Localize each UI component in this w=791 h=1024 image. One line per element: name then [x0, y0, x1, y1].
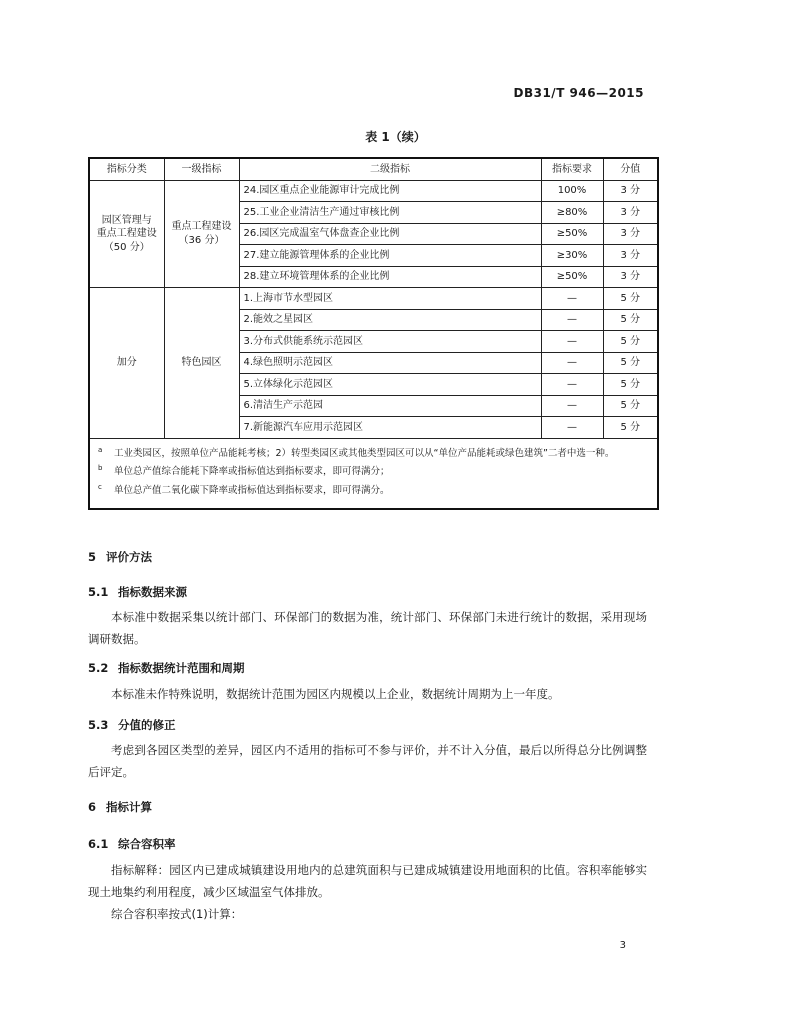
indicator-requirement: ≥80%: [541, 202, 603, 224]
col-header-category: 指标分类: [89, 158, 164, 180]
section-title: 分值的修正: [118, 718, 176, 732]
section-title: 评价方法: [106, 550, 152, 564]
category-cell: 加分: [89, 288, 164, 439]
indicator-requirement: —: [541, 352, 603, 374]
indicator-requirement: ≥50%: [541, 266, 603, 288]
indicator-score: 5 分: [603, 288, 658, 310]
col-header-score: 分值: [603, 158, 658, 180]
section-number: 5.3: [88, 718, 109, 732]
section-heading-5-2: [88, 660, 245, 676]
indicator-score: 3 分: [603, 202, 658, 224]
level1-cell: 特色园区: [164, 288, 239, 439]
indicator-score: 5 分: [603, 309, 658, 331]
indicator-requirement: —: [541, 331, 603, 353]
section-title: 指标数据来源: [118, 585, 187, 599]
indicator-name: 25.工业企业清洁生产通过审核比例: [239, 202, 541, 224]
indicator-name: 5.立体绿化示范园区: [239, 374, 541, 396]
section-6-1-body: 指标解释：园区内已建成城镇建设用地内的总建筑面积与已建成城镇建设用地面积的比值。容积率能够实现土地集约利用程度，减少区域温室气体排放。: [88, 863, 647, 899]
indicator-requirement: —: [541, 374, 603, 396]
indicator-score: 3 分: [603, 245, 658, 267]
footnote-text: 单位总产值综合能耗下降率或指标值达到指标要求，即可得满分；: [114, 466, 390, 478]
indicator-score: 5 分: [603, 352, 658, 374]
footnote: [98, 483, 649, 499]
indicator-requirement: 100%: [541, 180, 603, 202]
indicator-score: 3 分: [603, 223, 658, 245]
section-number: 5.2: [88, 661, 109, 675]
indicator-name: 27.建立能源管理体系的企业比例: [239, 245, 541, 267]
footnote-mark: b: [98, 464, 103, 473]
category-cell: 园区管理与 重点工程建设 （50 分）: [89, 180, 164, 288]
indicator-name: 2.能效之星园区: [239, 309, 541, 331]
section-heading-6: [88, 799, 152, 815]
footnote: [98, 464, 649, 480]
table-row: [89, 288, 658, 310]
indicator-score: 5 分: [603, 374, 658, 396]
indicator-score: 5 分: [603, 331, 658, 353]
section-heading-5-3: [88, 717, 176, 733]
formula-intro: 综合容积率按式(1)计算：: [111, 907, 243, 921]
indicator-name: 24.园区重点企业能源审计完成比例: [239, 180, 541, 202]
indicator-name: 6.清洁生产示范园: [239, 395, 541, 417]
section-heading-6-1: [88, 836, 176, 852]
indicator-name: 28.建立环境管理体系的企业比例: [239, 266, 541, 288]
standard-code: DB31/T 946—2015: [513, 86, 644, 100]
level1-cell: 重点工程建设 （36 分）: [164, 180, 239, 288]
indicator-requirement: —: [541, 417, 603, 439]
section-5-3-body: 考虑到各园区类型的差异，园区内不适用的指标可不参与评价，并不计入分值，最后以所得总分比例调整后评定。: [88, 743, 647, 779]
indicator-requirement: ≥30%: [541, 245, 603, 267]
indicator-name: 4.绿色照明示范园区: [239, 352, 541, 374]
table-notes: [89, 438, 658, 509]
section-number: 6: [88, 800, 97, 814]
indicator-score: 5 分: [603, 417, 658, 439]
table-header-row: [89, 158, 658, 180]
section-heading-5-1: [88, 584, 187, 600]
footnote-mark: a: [98, 445, 103, 454]
indicator-requirement: ≥50%: [541, 223, 603, 245]
indicator-score: 3 分: [603, 180, 658, 202]
indicator-table: [88, 157, 659, 510]
page-number: 3: [619, 940, 626, 951]
indicator-requirement: —: [541, 395, 603, 417]
section-5-2-body: 本标准未作特殊说明，数据统计范围为园区内规模以上企业，数据统计周期为上一年度。: [111, 687, 560, 701]
col-header-requirement: 指标要求: [541, 158, 603, 180]
indicator-requirement: —: [541, 309, 603, 331]
indicator-name: 3.分布式供能系统示范园区: [239, 331, 541, 353]
section-title: 综合容积率: [118, 837, 176, 851]
indicator-score: 3 分: [603, 266, 658, 288]
footnote-mark: c: [98, 482, 102, 491]
col-header-level2: 二级指标: [239, 158, 541, 180]
section-number: 5: [88, 550, 97, 564]
indicator-name: 1.上海市节水型园区: [239, 288, 541, 310]
section-title: 指标数据统计范围和周期: [118, 661, 245, 675]
indicator-name: 26.园区完成温室气体盘查企业比例: [239, 223, 541, 245]
section-heading-5: [88, 549, 152, 565]
section-number: 6.1: [88, 837, 109, 851]
indicator-score: 5 分: [603, 395, 658, 417]
section-title: 指标计算: [106, 800, 152, 814]
footnote-text: 单位总产值二氧化碳下降率或指标值达到指标要求，即可得满分。: [114, 484, 390, 496]
footnote: [98, 446, 649, 462]
table-title: 表 1（续）: [365, 130, 426, 144]
table-row: [89, 180, 658, 202]
table-notes-row: [89, 438, 658, 509]
indicator-requirement: —: [541, 288, 603, 310]
indicator-name: 7.新能源汽车应用示范园区: [239, 417, 541, 439]
col-header-level1: 一级指标: [164, 158, 239, 180]
section-5-1-body: 本标准中数据采集以统计部门、环保部门的数据为准，统计部门、环保部门未进行统计的数据，采用现场调研数据。: [88, 610, 647, 646]
section-number: 5.1: [88, 585, 109, 599]
footnote-text: 工业类园区，按照单位产品能耗考核；2）转型类园区或其他类型园区可以从“单位产品能耗或绿色建筑”二者中选一种。: [114, 447, 615, 459]
